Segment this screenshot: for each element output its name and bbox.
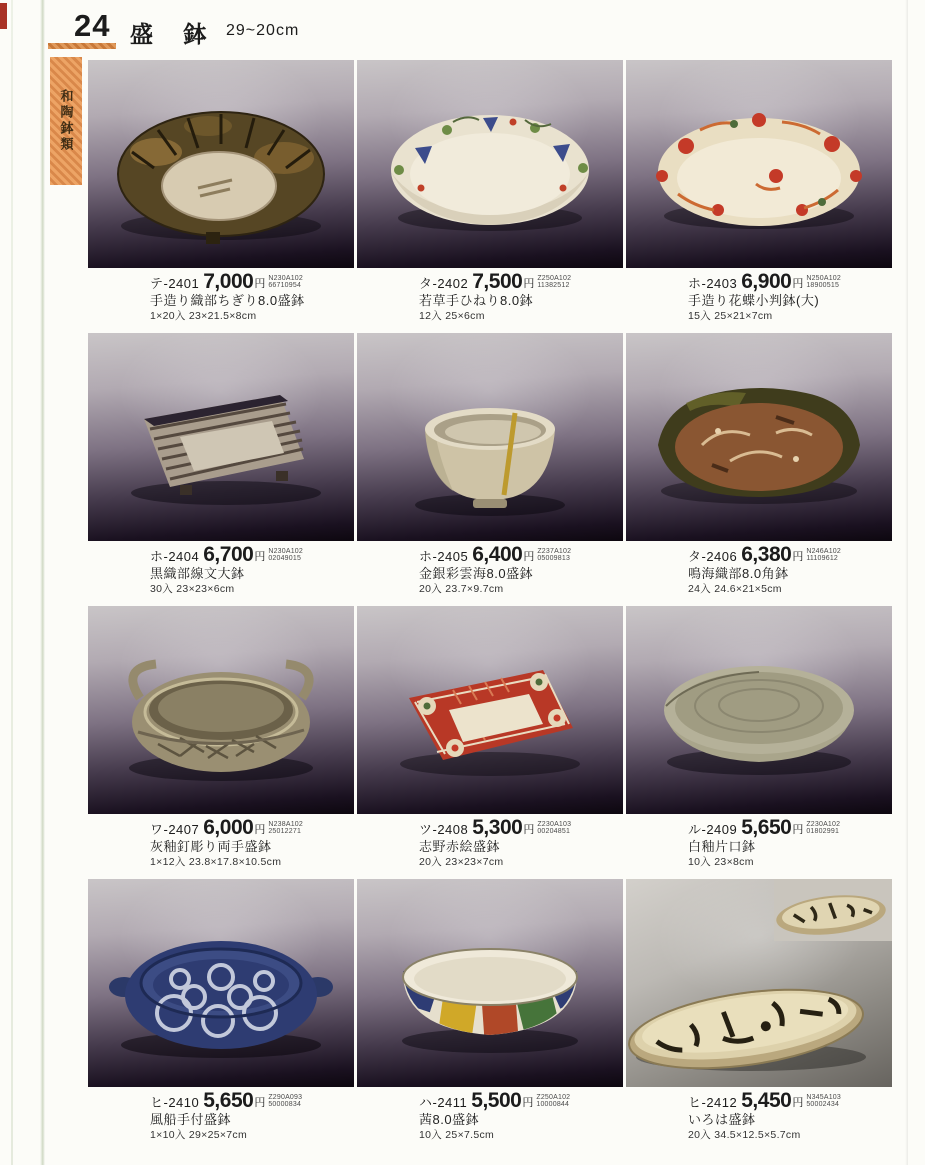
product-code: ホ-2403: [688, 275, 738, 291]
product-cell: [88, 333, 354, 597]
product-spec: 12入 25×6cm: [419, 309, 485, 322]
product-ref1: Z237A102: [537, 547, 572, 555]
product-photo: [626, 606, 892, 814]
product-ref-codes: [806, 275, 841, 292]
currency-suffix: 円: [792, 1097, 804, 1110]
product-code: ホ-2405: [419, 548, 469, 564]
product-code: タ-2402: [419, 275, 469, 291]
product-name: 手造り織部ちぎり8.0盛鉢: [150, 292, 305, 308]
product-price: 7,500: [472, 270, 523, 293]
currency-suffix: 円: [522, 1097, 534, 1110]
page-title: 盛 鉢: [130, 21, 219, 47]
product-name: 茜8.0盛鉢: [419, 1111, 480, 1127]
product-price: 5,500: [471, 1089, 522, 1112]
product-caption: [626, 814, 892, 868]
page-number: 24: [74, 8, 111, 43]
product-code: ヒ-2412: [688, 1094, 738, 1110]
product-caption: [357, 268, 623, 322]
product-name: 手造り花蝶小判鉢(大): [688, 292, 820, 308]
product-ref1: Z290A093: [268, 1093, 303, 1101]
product-photo: [88, 879, 354, 1087]
product-code: ハ-2411: [419, 1094, 468, 1110]
product-cell: [626, 60, 892, 324]
product-ref-codes: [268, 1094, 302, 1111]
product-ref2: 10000844: [536, 1101, 570, 1109]
product-ref1: Z230A102: [806, 820, 841, 828]
red-corner-mark: [0, 3, 7, 29]
product-name: 灰釉釘彫り両手盛鉢: [150, 838, 272, 854]
currency-suffix: 円: [254, 824, 266, 837]
product-name: 黒織部線文大鉢: [150, 565, 245, 581]
product-grid: [88, 60, 892, 1143]
page-edge-line: [11, 0, 13, 1165]
product-photo: [626, 60, 892, 268]
product-caption: [88, 1087, 354, 1141]
product-cell: [88, 60, 354, 324]
product-spec: 20入 23.7×9.7cm: [419, 582, 504, 595]
product-ref-codes: [537, 548, 571, 565]
product-spec: 30入 23×23×6cm: [150, 582, 235, 595]
product-price: 6,900: [741, 270, 792, 293]
product-price: 6,700: [203, 543, 254, 566]
product-caption: [626, 268, 892, 322]
product-name: 鳴海織部8.0角鉢: [688, 565, 789, 581]
product-code: ホ-2404: [150, 548, 200, 564]
product-ref1: Z250A102: [536, 1093, 571, 1101]
product-spec: 1×12入 23.8×17.8×10.5cm: [150, 855, 282, 868]
product-code: ル-2409: [688, 821, 738, 837]
product-name: 金銀彩雲海8.0盛鉢: [419, 565, 534, 581]
product-code: ワ-2407: [150, 821, 200, 837]
product-spec: 20入 34.5×12.5×5.7cm: [688, 1128, 801, 1141]
product-caption: [626, 1087, 892, 1141]
product-cell: [626, 879, 892, 1143]
product-spec: 1×10入 29×25×7cm: [150, 1128, 248, 1141]
currency-suffix: 円: [254, 551, 266, 564]
currency-suffix: 円: [523, 824, 535, 837]
product-ref-codes: [537, 821, 571, 838]
page-right-shading: [905, 0, 908, 1165]
product-photo: [626, 333, 892, 541]
product-photo: [357, 606, 623, 814]
currency-suffix: 円: [254, 1097, 266, 1110]
product-name: 風船手付盛鉢: [150, 1111, 232, 1127]
currency-suffix: 円: [792, 278, 804, 291]
product-ref2: 25012271: [268, 828, 302, 836]
product-spec: 15入 25×21×7cm: [688, 309, 773, 322]
product-ref-codes: [537, 275, 571, 292]
product-price: 6,380: [741, 543, 792, 566]
product-price: 6,000: [203, 816, 254, 839]
product-cell: [357, 60, 623, 324]
product-spec: 10入 23×8cm: [688, 855, 754, 868]
product-code: ヒ-2410: [150, 1094, 200, 1110]
product-ref-codes: [268, 275, 303, 292]
product-spec: 10入 25×7.5cm: [419, 1128, 495, 1141]
product-name: いろは盛鉢: [688, 1111, 756, 1127]
product-caption: [88, 814, 354, 868]
product-spec: 24入 24.6×21×5cm: [688, 582, 782, 595]
product-ref2: 18900515: [806, 282, 840, 290]
product-price: 6,400: [472, 543, 523, 566]
product-ref1: Z230A103: [537, 820, 572, 828]
size-range: 29~20cm: [226, 22, 300, 39]
category-tab-label: 和陶鉢類: [58, 89, 74, 153]
product-ref2: 02049015: [268, 555, 302, 563]
product-ref2: 11109612: [806, 555, 839, 563]
product-ref2: 00204851: [537, 828, 571, 836]
product-photo: [357, 333, 623, 541]
product-ref-codes: [268, 548, 303, 565]
currency-suffix: 円: [523, 278, 535, 291]
product-name: 白釉片口鉢: [688, 838, 756, 854]
product-ref-codes: [536, 1094, 570, 1111]
product-photo: [626, 879, 892, 1087]
product-cell: [357, 606, 623, 870]
product-price: 5,300: [472, 816, 523, 839]
page-gutter-shading: [40, 0, 45, 1165]
product-spec: 20入 23×23×7cm: [419, 855, 504, 868]
product-ref1: N246A102: [806, 547, 841, 555]
product-price: 7,000: [203, 270, 254, 293]
product-ref1: N230A102: [268, 274, 303, 282]
product-price: 5,450: [741, 1089, 792, 1112]
header-underline: [48, 43, 116, 49]
product-caption: [357, 1087, 623, 1141]
product-caption: [357, 814, 623, 868]
product-code: テ-2401: [150, 275, 200, 291]
product-price: 5,650: [741, 816, 792, 839]
product-ref2: 05009813: [537, 555, 571, 563]
product-cell: [88, 606, 354, 870]
product-ref2: 50002434: [806, 1101, 840, 1109]
product-photo: [357, 879, 623, 1087]
product-price: 5,650: [203, 1089, 254, 1112]
product-caption: [626, 541, 892, 595]
product-cell: [88, 879, 354, 1143]
product-photo: [88, 60, 354, 268]
product-cell: [357, 333, 623, 597]
product-photo: [88, 333, 354, 541]
product-code: ツ-2408: [419, 821, 469, 837]
product-photo: [357, 60, 623, 268]
currency-suffix: 円: [254, 278, 266, 291]
product-ref1: Z250A102: [537, 274, 572, 282]
product-code: タ-2406: [688, 548, 738, 564]
product-ref1: N230A102: [268, 547, 303, 555]
product-cell: [626, 606, 892, 870]
product-name: 志野赤絵盛鉢: [419, 838, 501, 854]
product-photo: [88, 606, 354, 814]
product-ref1: N250A102: [806, 274, 841, 282]
product-caption: [88, 541, 354, 595]
product-ref-codes: [268, 821, 303, 838]
currency-suffix: 円: [523, 551, 535, 564]
product-ref-codes: [806, 1094, 841, 1111]
product-ref-codes: [806, 548, 841, 565]
product-ref2: 50000834: [268, 1101, 302, 1109]
product-ref2: 66710954: [268, 282, 302, 290]
product-ref1: N238A102: [268, 820, 303, 828]
product-spec: 1×20入 23×21.5×8cm: [150, 309, 257, 322]
product-ref2: 11382512: [537, 282, 570, 290]
product-cell: [626, 333, 892, 597]
product-ref2: 01802991: [806, 828, 840, 836]
product-caption: [88, 268, 354, 322]
product-cell: [357, 879, 623, 1143]
product-ref-codes: [806, 821, 840, 838]
product-ref1: N345A103: [806, 1093, 841, 1101]
product-caption: [357, 541, 623, 595]
currency-suffix: 円: [792, 824, 804, 837]
currency-suffix: 円: [792, 551, 804, 564]
product-name: 若草手ひねり8.0鉢: [419, 292, 534, 308]
category-tab: [50, 57, 82, 185]
